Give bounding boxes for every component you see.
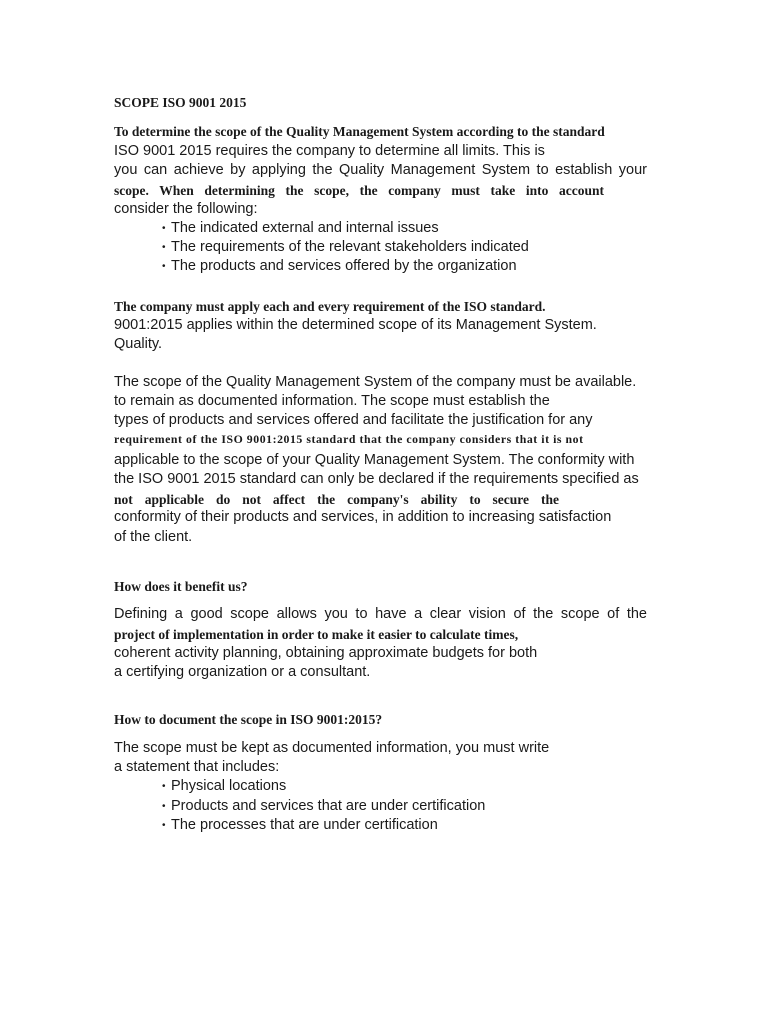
bullet-icon: • (162, 820, 166, 831)
paragraph-line-bold: requirement of the ISO 9001:2015 standard that the company considers that it is not (114, 432, 584, 446)
paragraph-line: a statement that includes: (114, 759, 280, 775)
paragraph-line: you can achieve by applying the Quality Management System to establish your (114, 162, 647, 178)
paragraph-line: ISO 9001 2015 requires the company to determine all limits. This is (114, 143, 545, 159)
paragraph-line: consider the following: (114, 201, 258, 217)
paragraph-line: of the client. (114, 529, 193, 545)
section-heading: How does it benefit us? (114, 579, 248, 594)
paragraph-line: 9001:2015 applies within the determined scope of its Management System. (114, 317, 597, 333)
paragraph-line-bold: The company must apply each and every requirement of the ISO standard. (114, 299, 546, 314)
bullet-icon: • (162, 781, 166, 792)
paragraph-line: coherent activity planning, obtaining approximate budgets for both (114, 645, 538, 661)
paragraph-line: The scope of the Quality Management System of the company must be available. (114, 374, 637, 390)
paragraph-line-bold: scope. When determining the scope, the company must take into account (114, 183, 604, 198)
bullet-icon: • (162, 242, 166, 253)
list-item: • Products and services that are under certification (162, 798, 486, 814)
document-title: SCOPE ISO 9001 2015 (114, 95, 247, 110)
list-item: • The indicated external and internal issues (162, 220, 439, 236)
paragraph-line-bold: not applicable do not affect the company's ability to secure the (114, 492, 559, 507)
list-item: • The processes that are under certification (162, 817, 438, 833)
paragraph-line: to remain as documented information. The scope must establish the (114, 393, 550, 409)
section-heading: How to document the scope in ISO 9001:2015? (114, 712, 383, 727)
paragraph-line: applicable to the scope of your Quality Management System. The conformity with (114, 452, 635, 468)
bullet-icon: • (162, 261, 166, 272)
paragraph-line: a certifying organization or a consultant. (114, 664, 371, 680)
bullet-icon: • (162, 801, 166, 812)
list-item: • The requirements of the relevant stakeholders indicated (162, 239, 529, 255)
paragraph-line: the ISO 9001 2015 standard can only be declared if the requirements specified as (114, 471, 639, 487)
paragraph-line: Quality. (114, 336, 163, 352)
list-item: • The products and services offered by the organization (162, 258, 517, 274)
paragraph-line: Defining a good scope allows you to have a clear vision of the scope of the (114, 606, 647, 622)
list-item: • Physical locations (162, 778, 287, 794)
paragraph-line: conformity of their products and services, in addition to increasing satisfaction (114, 509, 612, 525)
scope-intro-heading-line: To determine the scope of the Quality Management System according to the standard (114, 124, 605, 139)
paragraph-line: The scope must be kept as documented information, you must write (114, 740, 550, 756)
bullet-icon: • (162, 223, 166, 234)
paragraph-line: types of products and services offered and facilitate the justification for any (114, 412, 593, 428)
paragraph-line-bold: project of implementation in order to make it easier to calculate times, (114, 627, 519, 642)
